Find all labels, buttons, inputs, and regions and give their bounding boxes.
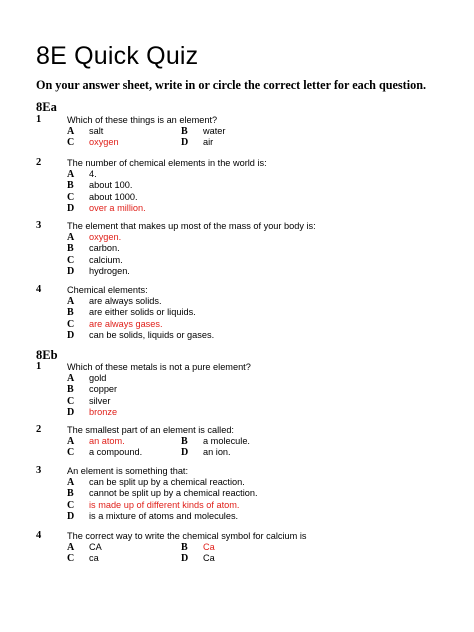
option-row xyxy=(36,330,456,341)
option-text: can be split up by a chemical reaction. xyxy=(89,477,245,487)
instructions: On your answer sheet, write in or circle the correct letter for each question. xyxy=(36,78,427,92)
question-block xyxy=(36,284,456,341)
option-text: are either solids or liquids. xyxy=(89,307,196,318)
question-text: Which of these metals is not a pure element? xyxy=(67,362,251,372)
option-letter[interactable]: A xyxy=(67,542,75,553)
option-text: Ca xyxy=(203,553,215,564)
question-text: The number of chemical elements in the world is: xyxy=(67,158,267,168)
option-row xyxy=(36,542,456,553)
option-letter[interactable]: C xyxy=(67,191,75,203)
option-text: about 100. xyxy=(89,180,133,191)
option-row xyxy=(36,384,456,395)
option-text-correct: oxygen xyxy=(89,137,119,148)
option-letter[interactable]: C xyxy=(67,254,75,266)
option-row xyxy=(36,488,456,499)
option-text: about 1000. xyxy=(89,191,138,202)
question-row xyxy=(36,361,456,373)
question-number: 1 xyxy=(36,361,42,372)
option-row xyxy=(36,232,456,243)
option-letter[interactable]: A xyxy=(67,232,75,243)
section-heading: 8Ea xyxy=(36,100,57,114)
option-letter[interactable]: D xyxy=(181,137,189,149)
option-letter[interactable]: C xyxy=(67,395,75,407)
option-letter[interactable]: B xyxy=(67,307,74,319)
option-row xyxy=(36,126,456,137)
option-letter[interactable]: C xyxy=(67,318,75,330)
option-text: water xyxy=(203,126,226,136)
question-row xyxy=(36,220,456,232)
option-text: hydrogen. xyxy=(89,265,130,276)
option-letter[interactable]: B xyxy=(181,436,188,447)
option-text-correct: bronze xyxy=(89,406,118,417)
question-number: 4 xyxy=(36,284,42,295)
question-text: The correct way to write the chemical symbol for calcium is xyxy=(67,531,307,541)
option-row xyxy=(36,500,456,511)
question-row xyxy=(36,424,456,436)
question-row xyxy=(36,114,456,126)
option-text-correct: oxygen. xyxy=(89,232,122,242)
option-text: CA xyxy=(89,542,102,552)
option-letter[interactable]: B xyxy=(67,384,74,396)
option-row xyxy=(36,296,456,307)
question-number: 2 xyxy=(36,424,42,435)
option-row xyxy=(36,266,456,277)
question-text: The smallest part of an element is called: xyxy=(67,425,234,435)
question-text: An element is something that: xyxy=(67,466,189,476)
question-row xyxy=(36,465,456,477)
option-text: are always solids. xyxy=(89,296,162,306)
question-block xyxy=(36,530,456,565)
option-row xyxy=(36,373,456,384)
option-text-correct: are always gases. xyxy=(89,318,163,329)
page-title: 8E Quick Quiz xyxy=(36,42,199,70)
question-block xyxy=(36,114,456,149)
question-number: 2 xyxy=(36,157,42,168)
option-text: calcium. xyxy=(89,254,123,265)
option-text: gold xyxy=(89,373,107,383)
option-text-correct: is made up of different kinds of atom. xyxy=(89,499,240,510)
option-row xyxy=(36,407,456,418)
question-number: 4 xyxy=(36,530,42,541)
option-letter[interactable]: A xyxy=(67,477,75,488)
option-row xyxy=(36,137,456,148)
option-text-correct: Ca xyxy=(203,542,215,552)
option-letter[interactable]: B xyxy=(181,542,188,553)
option-letter[interactable]: D xyxy=(67,406,75,418)
option-letter[interactable]: D xyxy=(67,202,75,214)
option-row xyxy=(36,255,456,266)
option-letter[interactable]: A xyxy=(67,126,75,137)
option-row xyxy=(36,180,456,191)
option-text: an ion. xyxy=(203,447,231,458)
option-letter[interactable]: A xyxy=(67,436,75,447)
option-letter[interactable]: C xyxy=(67,499,75,511)
option-row xyxy=(36,203,456,214)
option-letter[interactable]: C xyxy=(67,553,75,565)
option-row xyxy=(36,243,456,254)
option-letter[interactable]: D xyxy=(67,329,75,341)
section-heading: 8Eb xyxy=(36,348,58,362)
option-letter[interactable]: D xyxy=(181,553,189,565)
option-letter[interactable]: D xyxy=(181,447,189,459)
option-text: ca xyxy=(89,553,99,564)
option-letter[interactable]: B xyxy=(67,180,74,192)
option-row xyxy=(36,396,456,407)
question-block xyxy=(36,361,456,418)
question-number: 3 xyxy=(36,220,42,231)
option-text: cannot be split up by a chemical reaction. xyxy=(89,488,258,499)
option-row xyxy=(36,436,456,447)
option-row xyxy=(36,307,456,318)
option-row xyxy=(36,447,456,458)
option-row xyxy=(36,477,456,488)
question-row xyxy=(36,284,456,296)
question-block xyxy=(36,424,456,459)
option-text: copper xyxy=(89,384,118,395)
option-row xyxy=(36,192,456,203)
option-row xyxy=(36,169,456,180)
option-row xyxy=(36,553,456,564)
option-letter[interactable]: C xyxy=(67,137,75,149)
option-text: silver xyxy=(89,395,111,406)
option-letter[interactable]: B xyxy=(67,488,74,500)
question-row xyxy=(36,530,456,542)
option-text: a molecule. xyxy=(203,436,250,446)
option-text: can be solids, liquids or gases. xyxy=(89,329,215,340)
question-text: Which of these things is an element? xyxy=(67,115,218,125)
option-row xyxy=(36,319,456,330)
option-text: carbon. xyxy=(89,243,120,254)
option-text: is a mixture of atoms and molecules. xyxy=(89,510,239,521)
option-letter[interactable]: A xyxy=(67,296,75,307)
option-text: a compound. xyxy=(89,447,143,458)
option-letter[interactable]: D xyxy=(67,265,75,277)
option-text: salt xyxy=(89,126,104,136)
option-letter[interactable]: A xyxy=(67,169,75,180)
question-number: 1 xyxy=(36,114,42,125)
option-row xyxy=(36,511,456,522)
question-row xyxy=(36,157,456,169)
question-block xyxy=(36,220,456,277)
option-text-correct: over a million. xyxy=(89,202,146,213)
option-text-correct: an atom. xyxy=(89,436,125,446)
question-block xyxy=(36,157,456,214)
option-letter[interactable]: C xyxy=(67,447,75,459)
question-number: 3 xyxy=(36,465,42,476)
question-text: Chemical elements: xyxy=(67,285,148,295)
question-text: The element that makes up most of the mass of your body is: xyxy=(67,221,316,231)
option-text: air xyxy=(203,137,214,148)
option-letter[interactable]: A xyxy=(67,373,75,384)
option-text: 4. xyxy=(89,169,97,179)
option-letter[interactable]: B xyxy=(67,243,74,255)
question-block xyxy=(36,465,456,522)
option-letter[interactable]: D xyxy=(67,510,75,522)
option-letter[interactable]: B xyxy=(181,126,188,137)
